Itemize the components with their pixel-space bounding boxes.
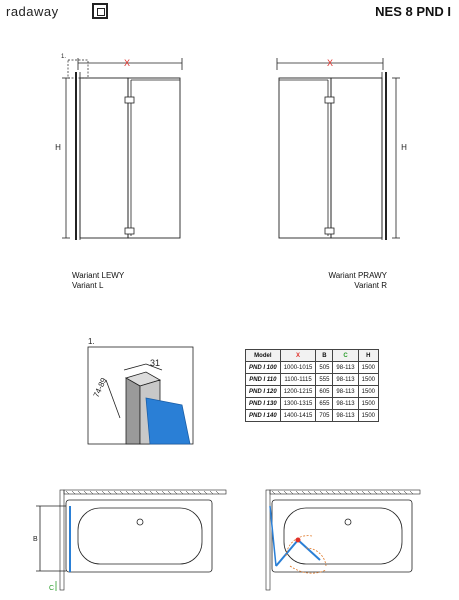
brand-logo-text: radaway xyxy=(6,4,59,19)
plan-glass-right-1 xyxy=(276,540,298,566)
detail-view xyxy=(88,347,193,444)
hinge-bottom-left xyxy=(125,228,134,234)
table-cell-b: 505 xyxy=(316,362,333,374)
dim-label-h-right: H xyxy=(401,143,407,152)
table-cell-x: 1000-1015 xyxy=(280,362,316,374)
caption-left-line2: Variant L xyxy=(72,281,104,290)
dim-label-h-left: H xyxy=(55,143,61,152)
spec-table-header-row xyxy=(246,350,379,362)
table-row xyxy=(246,398,379,410)
table-cell-x: 1300-1315 xyxy=(280,398,316,410)
spec-header-c: C xyxy=(333,350,358,362)
detail-dim-top: 31 xyxy=(150,358,161,368)
plan-glass-right-2 xyxy=(298,540,320,560)
hinge-bottom-right xyxy=(325,228,334,234)
table-cell-model: PND I 100 xyxy=(246,362,281,374)
table-cell-c: 98-113 xyxy=(333,362,358,374)
table-cell-c: 98-113 xyxy=(333,386,358,398)
table-cell-model: PND I 120 xyxy=(246,386,281,398)
table-cell-h: 1500 xyxy=(358,398,378,410)
caption-right-line2: Variant R xyxy=(354,281,387,290)
caption-left-line1: Wariant LEWY xyxy=(72,271,125,280)
spec-header-b: B xyxy=(316,350,333,362)
table-cell-x: 1400-1415 xyxy=(280,410,316,422)
table-cell-model: PND I 110 xyxy=(246,374,281,386)
table-cell-h: 1500 xyxy=(358,362,378,374)
spec-table xyxy=(245,349,379,422)
hinge-top-right xyxy=(325,97,334,103)
table-cell-h: 1500 xyxy=(358,374,378,386)
front-view-right xyxy=(277,58,400,240)
dim-label-x-left: X xyxy=(123,58,131,68)
table-cell-model: PND I 140 xyxy=(246,410,281,422)
table-cell-b: 655 xyxy=(316,398,333,410)
plan-dim-b: B xyxy=(33,536,38,543)
caption-right-line1: Wariant PRAWY xyxy=(328,271,387,280)
table-row xyxy=(246,374,379,386)
table-cell-x: 1200-1215 xyxy=(280,386,316,398)
detail-dim-side: 74-89 xyxy=(91,376,109,399)
table-cell-h: 1500 xyxy=(358,410,378,422)
spec-header-model: Model xyxy=(246,350,281,362)
table-cell-c: 98-113 xyxy=(333,398,358,410)
table-cell-c: 98-113 xyxy=(333,410,358,422)
plan-view-right xyxy=(266,490,420,590)
plan-dim-c: C xyxy=(49,585,55,592)
table-cell-b: 555 xyxy=(316,374,333,386)
glass-panel xyxy=(146,398,190,444)
table-row xyxy=(246,410,379,422)
table-cell-h: 1500 xyxy=(358,386,378,398)
dim-label-x-right: X xyxy=(326,58,334,68)
hinge-top-left xyxy=(125,97,134,103)
plan-view-left xyxy=(36,490,226,591)
table-row xyxy=(246,362,379,374)
table-cell-b: 705 xyxy=(316,410,333,422)
product-code: NES 8 PND I xyxy=(375,4,451,19)
table-cell-b: 605 xyxy=(316,386,333,398)
detail-label: 1. xyxy=(88,337,95,346)
detail-marker-label: 1. xyxy=(61,54,67,60)
spec-header-x: X xyxy=(280,350,316,362)
table-cell-c: 98-113 xyxy=(333,374,358,386)
caption-variant-right xyxy=(0,271,387,291)
front-view-left xyxy=(62,58,182,240)
table-cell-model: PND I 130 xyxy=(246,398,281,410)
table-row xyxy=(246,386,379,398)
table-cell-x: 1100-1115 xyxy=(280,374,316,386)
spec-header-h: H xyxy=(358,350,378,362)
